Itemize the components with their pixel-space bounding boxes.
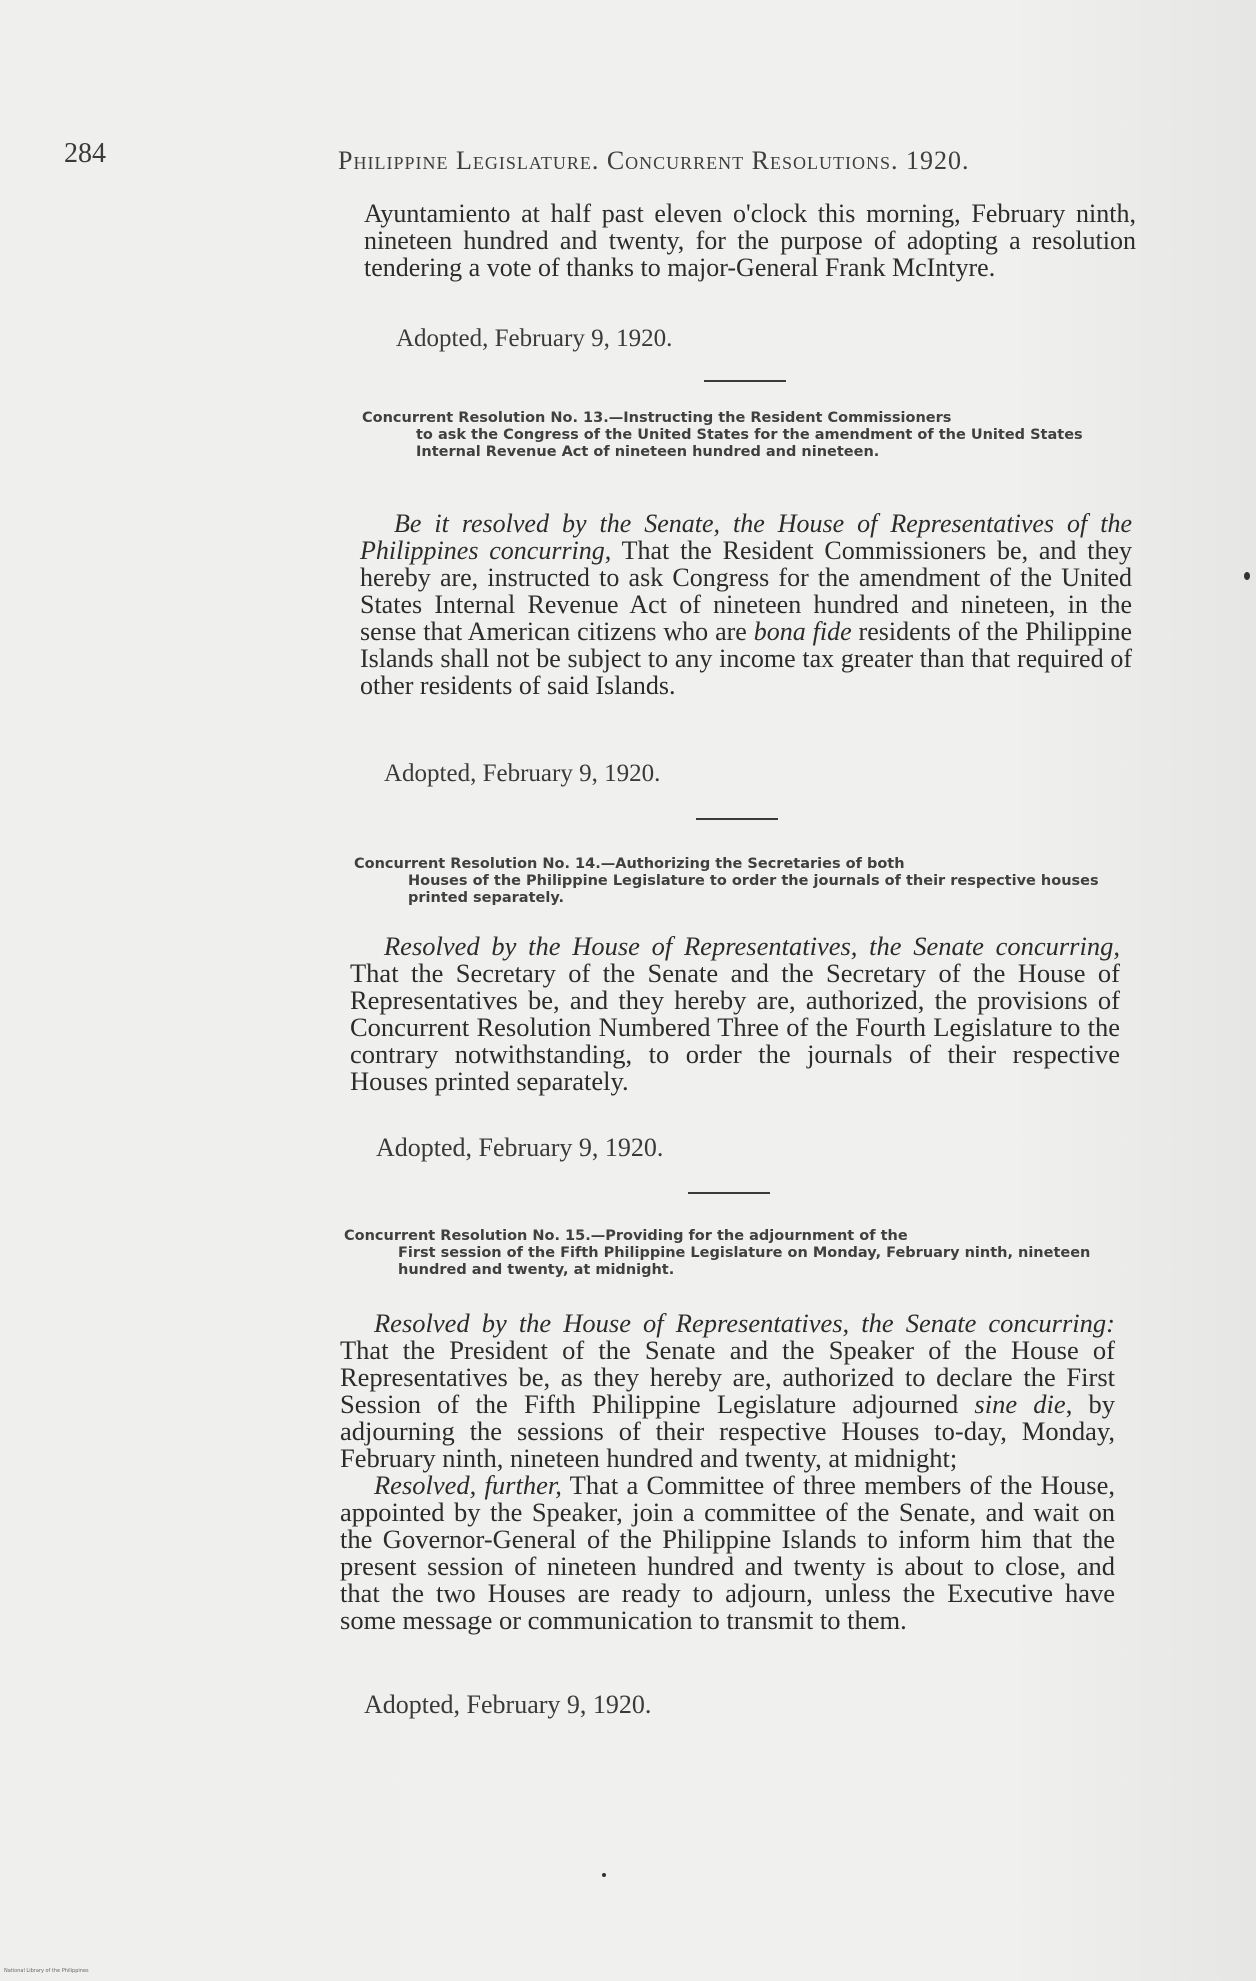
enacting-clause: Resolved by the House of Representatives, the Senate concurring: [374,1308,1115,1338]
resolution-text: That the Secretary of the Senate and the Secretary of the House of Representatives be, and they hereby are, authorized, the provisions of Concurrent Resolution Numbered Three of the Fourth Legislature to the contrary notwithstanding, to order the journals of their respective Houses printed separately. [350,958,1120,1096]
section-rule [696,818,778,820]
scan-speck [602,1873,606,1877]
adopted-line: Adopted, February 9, 1920. [364,1690,652,1719]
resolution-text: That the Resident Commissioners be, and they hereby are, instructed to ask Congress for the amendment of the United States Internal Revenue Act of nineteen hundred and nineteen, in the sense that American citizens who are [360,536,1132,646]
resolution-text: residents of the Philippine Islands shall not be subject to any income tax greater than that required of other residents of said Islands. [360,617,1132,700]
section-rule [704,380,786,382]
enacting-clause: Be it resolved by the Senate, the House of Representatives of the Philippines concurring, [360,509,1132,565]
footer-credit: National Library of the Philippines [4,1968,89,1974]
adopted-line: Adopted, February 9, 1920. [384,760,661,787]
adopted-line: Adopted, February 9, 1920. [376,1133,664,1162]
continuation-paragraph: Ayuntamiento at half past eleven o'clock this morning, February ninth, nineteen hundred and twenty, for the purpose of adopting a resolution tendering a vote of thanks to major-General Frank McIntyre. [364,199,1136,282]
resolution-body [360,510,1132,699]
resolution-text: , by adjourning the sessions of their respective Houses to-day, Monday, February ninth, nineteen hundred and twenty, at midnight; [340,1389,1116,1473]
italic-term: bona fide [753,617,852,646]
resolution-heading-first: Concurrent Resolution No. 14.—Authorizing the Secretaries of both [354,856,905,872]
resolution-heading [344,1228,1124,1279]
resolution-heading [354,856,1128,907]
enacting-clause: Resolved by the House of Representatives, the Senate concurring, [384,931,1120,961]
resolution-text: That a Committee of three members of the House, appointed by the Speaker, join a committee of the Senate, and wait on the Governor-General of the Philippine Islands to inform him that the present session of nineteen hundred and twenty is about to close, and that the two Houses are ready to adjourn, unless the Executive have some message or communication to transmit to them. [340,1470,1115,1635]
resolution-heading-rest: First session of the Fifth Philippine Legislature on Monday, February ninth, nineteen hundred and twenty, at midnight. [398,1245,1091,1278]
resolution-body [350,933,1120,1095]
page-number: 284 [64,138,106,169]
resolution-body [340,1310,1115,1634]
resolution-heading-rest: to ask the Congress of the United States for the amendment of the United States Internal Revenue Act of nineteen hundred and nineteen. [416,427,1083,460]
running-head: Philippine Legislature. Concurrent Resolutions. 1920. [338,146,970,175]
further-clause: Resolved, further, [374,1470,562,1500]
italic-term: sine die [974,1389,1066,1419]
scan-speck [1244,572,1250,580]
resolution-heading-first: Concurrent Resolution No. 13.—Instructing the Resident Commissioners [362,410,952,426]
adopted-line: Adopted, February 9, 1920. [396,325,673,352]
resolution-heading-first: Concurrent Resolution No. 15.—Providing for the adjournment of the [344,1228,908,1244]
resolution-heading [362,410,1132,461]
section-rule [688,1192,770,1194]
resolution-text: That the President of the Senate and the Speaker of the House of Representatives be, as they hereby are, authorized to declare the First Session of the Fifth Philippine Legislature adjourned [340,1335,1115,1419]
resolution-heading-rest: Houses of the Philippine Legislature to order the journals of their respective houses printed separately. [408,873,1099,906]
